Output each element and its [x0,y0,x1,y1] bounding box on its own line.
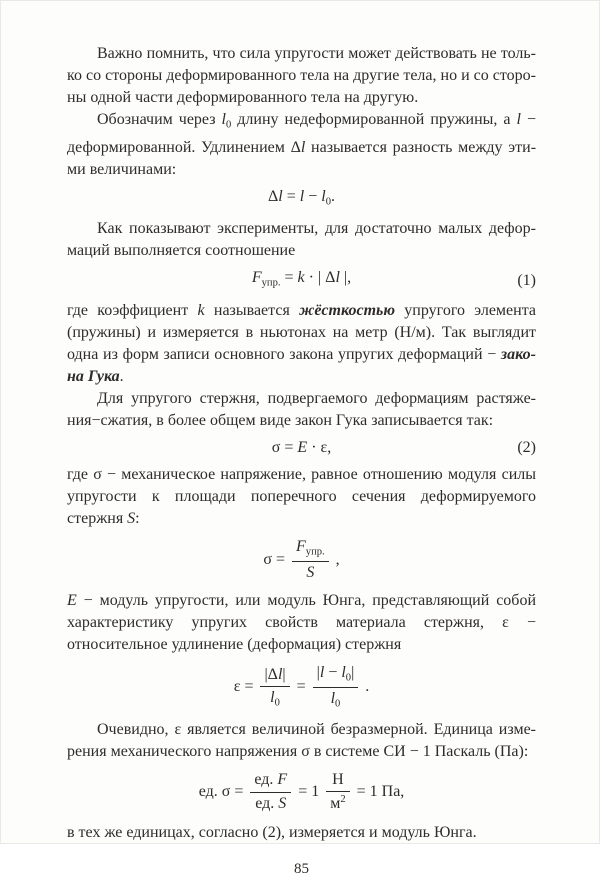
text-run: l [319,664,325,682]
fraction-numerator [313,664,359,687]
text-run: − [304,187,322,205]
text-run: где σ − механическое напряжение, равное отношению модуля силы упругости к площади поперечного сечения деформируемого стержня [67,466,536,528]
formula-units-mid [294,783,323,800]
fraction-denominator [326,791,349,813]
text-run: | [351,664,355,682]
text-run: . [331,187,335,205]
text-run: 2 [340,794,346,806]
text-run: 0 [274,697,280,709]
text-run: l [335,269,340,287]
text-run: : [135,510,140,528]
fraction-numerator [260,666,289,686]
fraction-denominator [260,686,289,710]
text-run: м [330,795,341,813]
text-run: S [306,563,315,581]
text-run: = [282,187,300,205]
text-run: − деформированной. Удлинением Δ [67,111,536,156]
text-run: |Δ [264,665,278,683]
formula-hooke-law [67,267,536,295]
formula-epsilon-after [361,678,369,695]
text-run: S [127,510,136,528]
text-run: l [278,187,283,205]
paragraph-experiments-relation [67,218,536,262]
fraction-units-f-over-s [250,771,291,813]
text-run: ед. [255,794,279,812]
text-run: упругого элемента (пружины) и измеряется в ньютонах на метр (Н/м). Так выглядит одна из форм записи основного закона упругих деформаций − [67,302,536,364]
text-run: 0 [335,698,341,710]
text-run: − модуль упругости, или модуль Юнга, представляющий собой характеристику упругих свойств материала стержня, ε − относительное удлинение (деформация) стержня [67,592,536,654]
fraction-f-over-s [292,538,329,582]
text-run: F [277,771,288,789]
text-run: упр. [305,546,325,558]
text-run: длину недеформированной пружины, а [231,111,517,128]
paragraph-elastic-force-note [67,43,536,109]
formula-units-lhs [199,783,248,800]
text-run: l [221,111,226,128]
text-run: l [300,138,306,156]
formula-epsilon-fraction [67,664,536,711]
text-run: жёсткостью [299,302,396,320]
paragraph-dimensionless-pascal [67,719,536,763]
text-run: F [296,538,306,556]
formula-sigma-e-expression [272,439,331,456]
text-run: k [297,269,305,287]
text-run: l [299,187,305,205]
text-run: l [321,187,326,205]
formula-epsilon-equals [293,678,310,695]
formula-delta-l-expression [268,187,335,208]
text-run: | [282,665,286,683]
text-run: E [67,592,77,610]
text-run: где коэффициент [67,302,198,320]
text-run: Важно помнить, что сила упругости может действовать не только со стороны деформированного тела на другие тела, но и со стороны одной части деформированного тела на другую. [67,45,536,106]
text-run: упр. [261,278,281,290]
text-run: = [292,678,310,696]
formula-delta-l [67,186,536,214]
text-run: − [324,664,342,682]
text-run: Н [332,770,344,788]
fraction-l-minus-l0-over-l0 [313,664,359,711]
fraction-numerator [250,771,291,791]
paragraph-spring-length-definition [67,109,536,181]
text-run: Для упругого стержня, подвергаемого деформациям растяжения−сжатия, в более общем виде закон Гука записывается так: [67,390,536,430]
text-run: S [278,794,287,812]
paragraph-young-modulus-units [67,822,536,844]
text-run: 0 [225,119,232,131]
text-run: называется [204,302,300,320]
page-number: 85 [294,860,309,877]
text-run: l [330,690,336,708]
text-run: . [361,678,370,696]
fraction-denominator [313,687,359,711]
text-run: F [251,269,262,287]
text-run: называется разность между этими величинами: [67,138,537,178]
formula-epsilon-lhs [234,678,258,695]
text-run: | [316,664,320,682]
formula-sigma-fraction [67,538,536,582]
text-run: Как показывают эксперименты, для достаточно малых деформаций выполняется соотношение [67,220,536,260]
text-run: l [516,111,521,128]
formula-sigma-lhs [263,551,289,568]
formula-units-after [353,783,405,800]
text-run: l [270,688,275,706]
text-run: k [197,302,205,320]
text-run: Δ [268,187,279,205]
paragraph-stiffness-definition [67,300,536,388]
text-run: = 1 [294,782,324,800]
text-run: 0 [345,672,352,684]
text-run: Обозначим через [97,111,222,128]
formula-sigma-e-epsilon [67,437,536,459]
equation-number-2: (2) [517,439,536,457]
fraction-delta-l-over-l0 [260,666,289,710]
text-run: l [341,664,346,682]
text-run: l [277,665,283,683]
text-run: σ = [263,550,290,568]
text-run: = 1 Па, [352,782,405,800]
fraction-denominator [250,792,291,813]
text-run: = [280,269,298,287]
formula-sigma-after [332,551,340,568]
text-run: σ = [271,439,298,457]
text-run: ед. σ = [198,782,248,800]
fraction-numerator [292,538,329,561]
text-run: . [119,368,124,386]
text-run: · ε, [307,439,332,457]
text-run: Очевидно, ε является величиной безразмерной. Единица измерения механического напряжения σ в системе СИ − 1 Паскаль (Па): [67,720,536,760]
text-run: 0 [325,196,331,208]
text-run: · | Δ [304,269,336,287]
text-run: закона Гука [67,346,536,386]
text-run: E [297,439,308,457]
text-run: |, [339,269,352,287]
paragraph-rod-deformation [67,388,536,432]
formula-hooke-expression [251,269,352,290]
text-run: ε = [233,678,258,696]
fraction-numerator [326,771,349,791]
paragraph-mechanical-stress-definition [67,464,536,530]
text-run: , [331,550,340,568]
fraction-newton-over-m2 [326,771,349,814]
paragraph-young-modulus-definition [67,590,536,656]
text-run: в тех же единицах, согласно (2), измеряется и модуль Юнга. [67,823,477,841]
fraction-denominator [292,561,329,582]
equation-number-1: (1) [517,272,536,290]
text-run: ед. [254,771,278,789]
formula-stress-units [67,771,536,814]
